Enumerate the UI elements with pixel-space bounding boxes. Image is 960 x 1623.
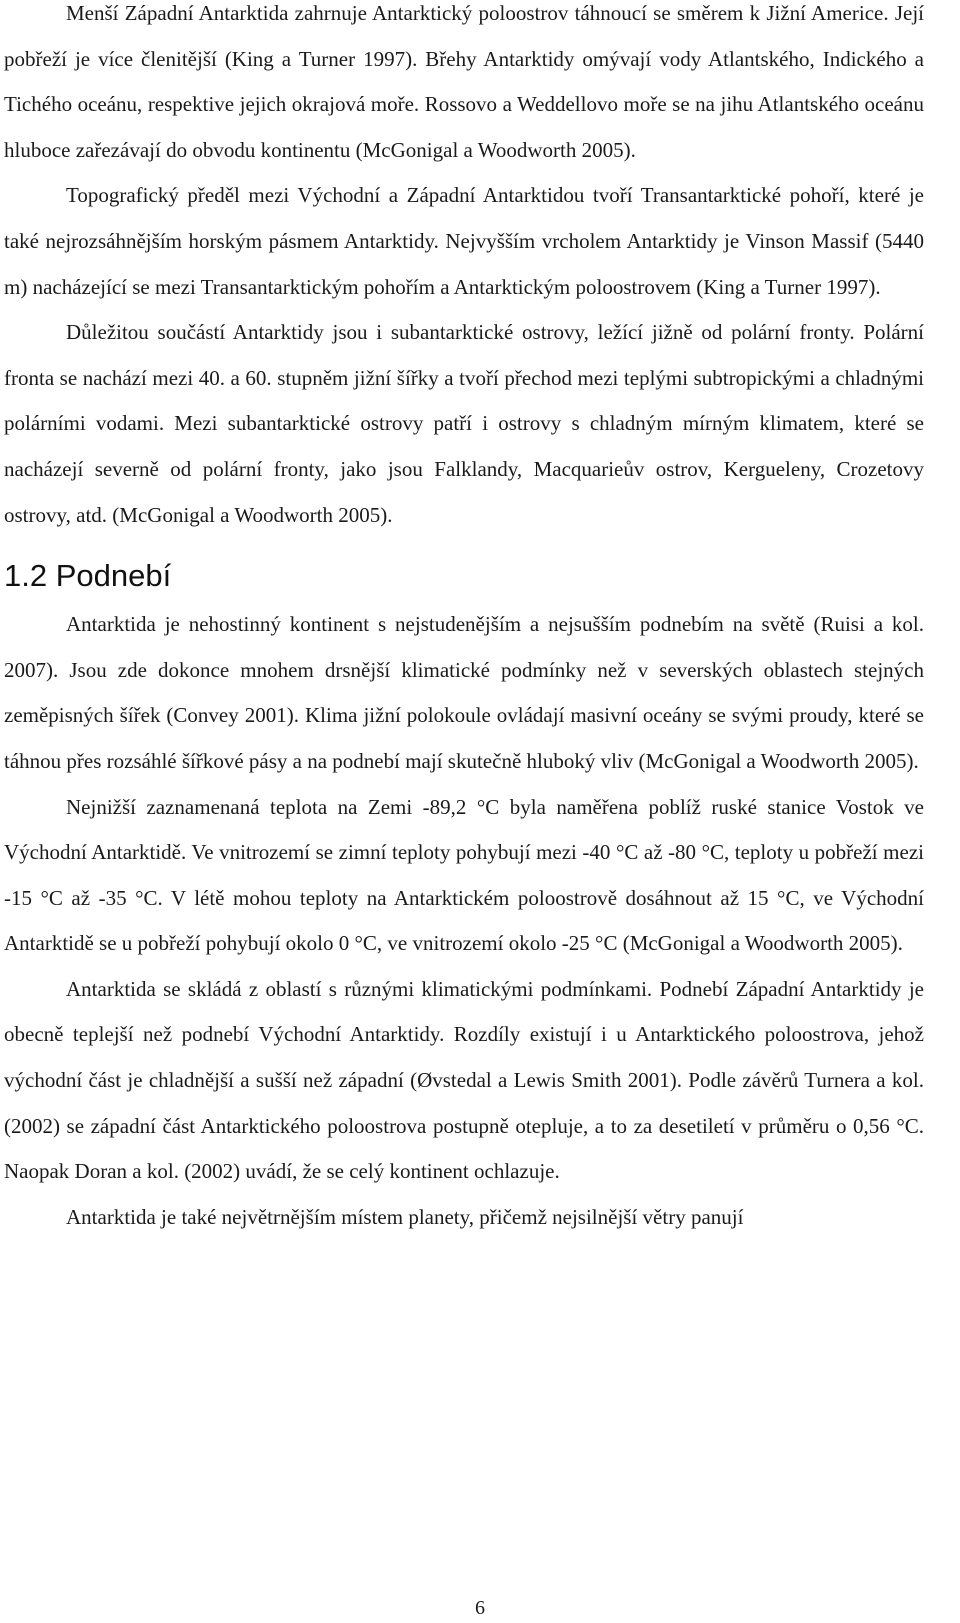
section-heading (4, 554, 924, 598)
section-title: Podnebí (55, 558, 172, 594)
paragraph-climate-intro: Antarktida je nehostinný kontinent s nejstudenějším a nejsušším podnebím na světě (Ruisi a kol. 2007). Jsou zde dokonce mnohem drsnější klimatické podmínky než v severských oblastech stejných zeměpisných šířek (Convey 2001). Klima jižní polokoule ovládají masivní oceány se svými proudy, které se táhnou přes rozsáhlé šířkové pásy a na podnebí mají skutečně hluboký vliv (McGonigal a Woodworth 2005). (4, 612, 924, 773)
paragraph-winds: Antarktida je také největrnějším místem planety, přičemž nejsilnější větry panují (66, 1204, 744, 1229)
paragraph-topography: Topografický předěl mezi Východní a Západní Antarktidou tvoří Transantarktické pohoří, které je také nejrozsáhnějším horským pásmem Antarktidy. Nejvyšším vrcholem Antarktidy je Vinson Massif (5440 m) nacházející se mezi Transantarktickým pohořím a Antarktickým poloostrovem (King a Turner 1997). (4, 183, 924, 299)
page-number: 6 (475, 1597, 485, 1619)
paragraph-temperatures: Nejnižší zaznamenaná teplota na Zemi -89,2 °C byla naměřena poblíž ruské stanice Vostok ve Východní Antarktidě. Ve vnitrozemí se zimní teploty pohybují mezi -40 °C až -80 °C, teploty u pobřeží mezi -15 °C až -35 °C. V létě mohou teploty na Antarktickém poloostrově dosáhnout až 15 °C, ve Východní Antarktidě se u pobřeží pohybují okolo 0 °C, ve vnitrozemí okolo -25 °C (McGonigal a Woodworth 2005). (4, 794, 924, 956)
paragraph-subantarctic-islands: Důležitou součástí Antarktidy jsou i subantarktické ostrovy, ležící jižně od polární fronty. Polární fronta se nachází mezi 40. a 60. stupněm jižní šířky a tvoří přechod mezi teplými subtropickými a chladnými polárními vodami. Mezi subantarktické ostrovy patří i ostrovy s chladným mírným klimatem, které se nacházejí severně od polární fronty, jako jsou Falklandy, Macquarieův ostrov, Kergueleny, Crozetovy ostrovy, atd. (McGonigal a Woodworth 2005). (4, 320, 924, 527)
page-content (4, 0, 924, 1240)
paragraph-climate-regions: Antarktida se skládá z oblastí s různými klimatickými podmínkami. Podnebí Západní Antarktidy je obecně teplejší než podnebí Východní Antarktidy. Rozdíly existují i u Antarktického poloostrova, jehož východní část je chladnější a sušší než západní (Øvstedal a Lewis Smith 2001). Podle závěrů Turnera a kol. (2002) se západní část Antarktického poloostrova postupně otepluje, a to za desetiletí v průměru o 0,56 °C. Naopak Doran a kol. (2002) uvádí, že se celý kontinent ochlazuje. (4, 976, 924, 1184)
paragraph-west-antarctica: Menší Západní Antarktida zahrnuje Antarktický poloostrov táhnoucí se směrem k Jižní Americe. Její pobřeží je více členitější (King a Turner 1997). Břehy Antarktidy omývají vody Atlantského, Indického a Tichého oceánu, respektive jejich okrajová moře. Rossovo a Weddellovo moře se na jihu Atlantského oceánu hluboce zařezávají do obvodu kontinentu (McGonigal a Woodworth 2005). (4, 1, 924, 162)
section-number: 1.2 (4, 558, 48, 594)
